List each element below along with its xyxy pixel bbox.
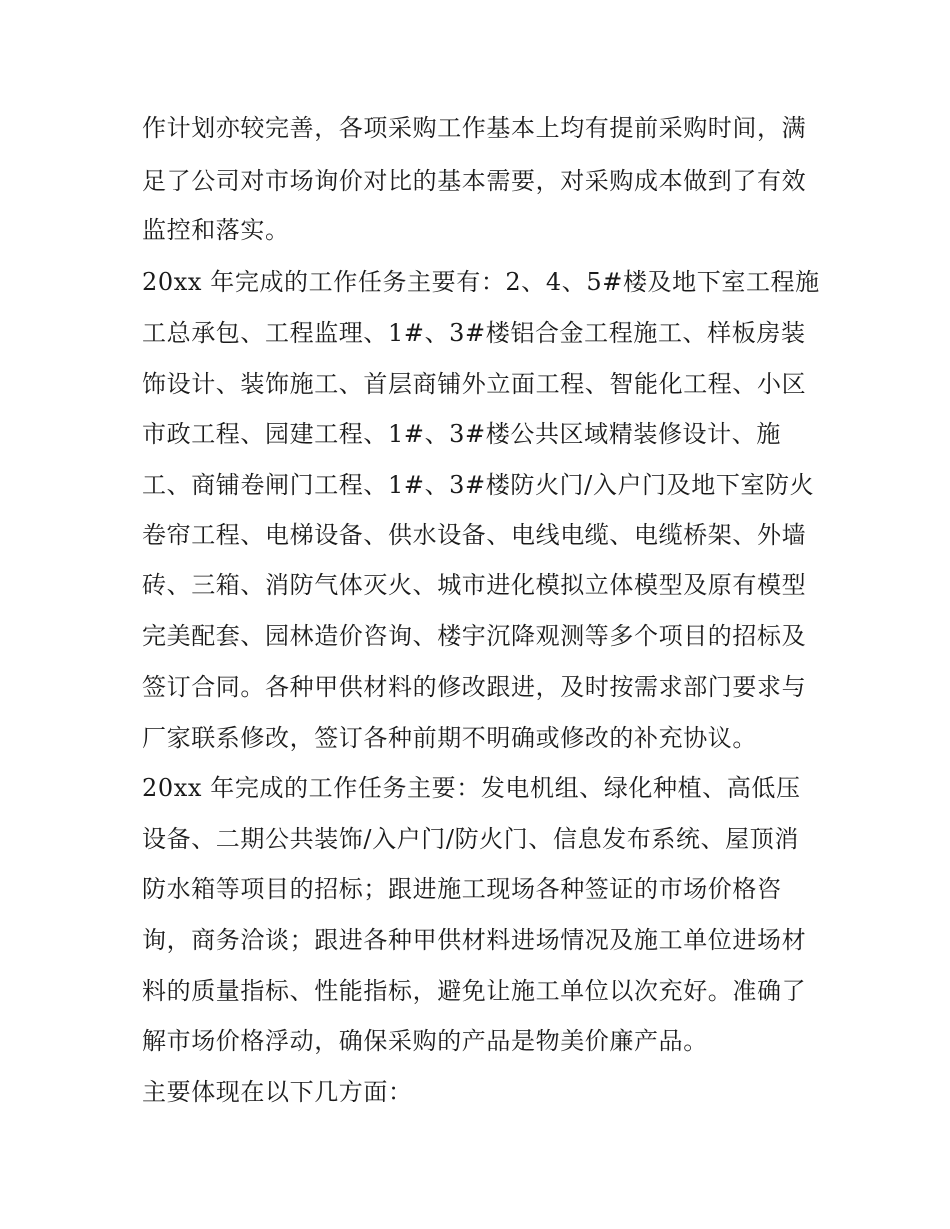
text-line-4: 20xx 年完成的工作任务主要有：2、4、5#楼及地下室工程施 <box>142 268 820 296</box>
text-line-9: 卷帘工程、电梯设备、供水设备、电线电缆、电缆桥架、外墙 <box>142 521 807 549</box>
text-line-8: 工、商铺卷闸门工程、1#、3#楼防火门/入户门及地下室防火 <box>142 471 815 499</box>
text-line-18: 料的质量指标、性能指标，避免让施工单位以次充好。准确了 <box>142 977 807 1005</box>
text-line-19: 解市场价格浮动，确保采购的产品是物美价廉产品。 <box>142 1027 708 1055</box>
text-line-13: 厂家联系修改，签订各种前期不明确或修改的补充协议。 <box>142 724 757 752</box>
text-line-1: 作计划亦较完善，各项采购工作基本上均有提前采购时间，满 <box>142 114 807 142</box>
text-line-12: 签订合同。各种甲供材料的修改跟进，及时按需求部门要求与 <box>142 673 807 701</box>
text-line-7: 市政工程、园建工程、1#、3#楼公共区域精装修设计、施 <box>142 420 781 448</box>
text-line-17: 询，商务洽谈；跟进各种甲供材料进场情况及施工单位进场材 <box>142 926 807 954</box>
text-line-10: 砖、三箱、消防气体灭火、城市进化模拟立体模型及原有模型 <box>142 571 807 599</box>
text-line-16: 防水箱等项目的招标；跟进施工现场各种签证的市场价格咨 <box>142 875 782 903</box>
text-line-15: 设备、二期公共装饰/入户门/防火门、信息发布系统、屋顶消 <box>142 825 799 853</box>
text-line-2: 足了公司对市场询价对比的基本需要，对采购成本做到了有效 <box>142 167 807 195</box>
text-line-3: 监控和落实。 <box>142 216 290 244</box>
text-line-14: 20xx 年完成的工作任务主要：发电机组、绿化种植、高低压 <box>142 774 801 802</box>
text-line-20: 主要体现在以下几方面： <box>142 1078 413 1106</box>
text-line-6: 饰设计、装饰施工、首层商铺外立面工程、智能化工程、小区 <box>142 370 807 398</box>
text-line-11: 完美配套、园林造价咨询、楼宇沉降观测等多个项目的招标及 <box>142 622 807 650</box>
text-line-5: 工总承包、工程监理、1#、3#楼铝合金工程施工、样板房装 <box>142 319 806 347</box>
